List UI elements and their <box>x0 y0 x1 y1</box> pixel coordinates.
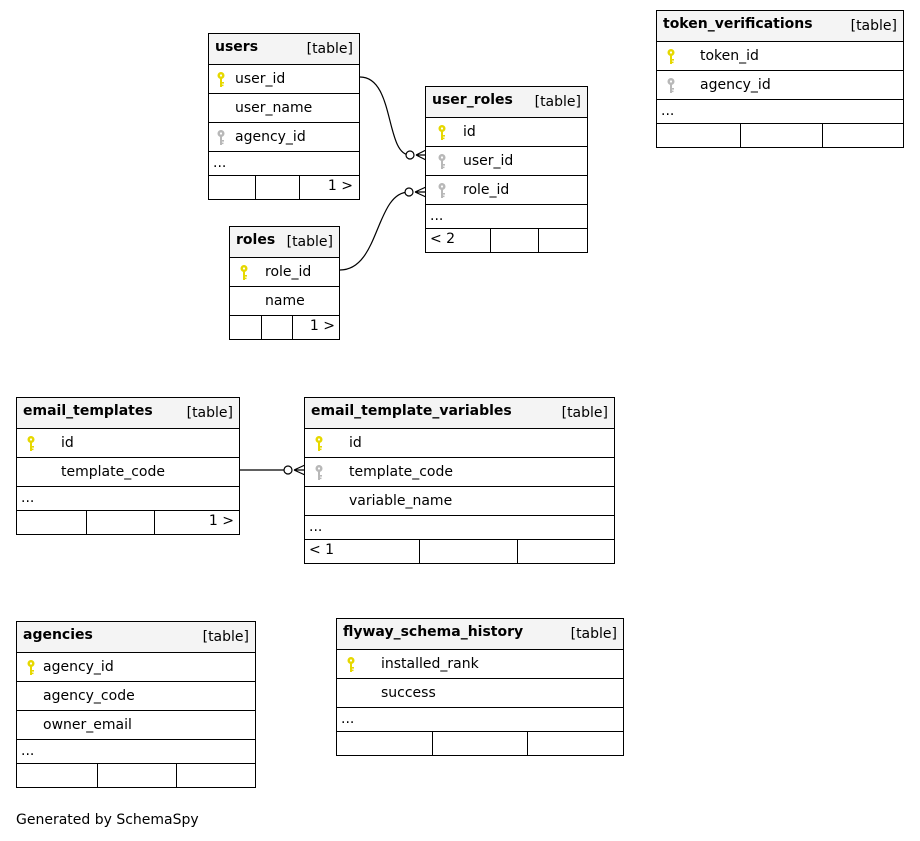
table-footer <box>657 124 903 147</box>
column-row <box>230 287 339 316</box>
footer-cell <box>538 229 587 252</box>
column-row <box>17 458 239 487</box>
column-name: user_id <box>463 153 514 169</box>
relationship-count: < 1 <box>309 542 335 558</box>
more-columns-row <box>209 152 359 176</box>
column-row <box>426 176 587 205</box>
column-name: agency_id <box>235 129 306 145</box>
table-type: [table] <box>186 405 233 421</box>
generator-credit: Generated by SchemaSpy <box>16 812 199 828</box>
table-type: [table] <box>570 626 617 642</box>
foreign-key-icon <box>436 182 448 200</box>
footer-cell <box>432 732 527 755</box>
table-agencies[interactable] <box>16 621 256 788</box>
footer-cell <box>86 511 154 534</box>
table-name: flyway_schema_history <box>343 624 524 640</box>
primary-key-icon <box>665 48 677 66</box>
column-name: role_id <box>265 264 312 280</box>
table-email-templates[interactable] <box>16 397 240 535</box>
table-users[interactable] <box>208 33 360 200</box>
table-footer <box>17 764 255 787</box>
foreign-key-icon <box>313 464 325 482</box>
column-row <box>337 650 623 679</box>
table-header <box>426 87 587 118</box>
more-columns-row <box>305 516 614 540</box>
table-header <box>337 619 623 650</box>
footer-cell <box>255 176 299 199</box>
column-name: user_id <box>235 71 286 87</box>
table-name: token_verifications <box>663 16 813 32</box>
table-name: agencies <box>23 627 93 643</box>
foreign-key-icon <box>665 77 677 95</box>
edge-users-user-roles-zero <box>406 151 414 159</box>
ellipsis: ... <box>661 103 675 119</box>
edge-users-user-roles <box>360 77 410 155</box>
column-row <box>337 679 623 708</box>
table-header <box>230 227 339 258</box>
table-roles[interactable] <box>229 226 340 340</box>
table-footer <box>337 732 623 755</box>
column-row <box>305 458 614 487</box>
table-type: [table] <box>534 94 581 110</box>
table-header <box>657 11 903 42</box>
table-type: [table] <box>286 234 333 250</box>
column-name: owner_email <box>43 717 132 733</box>
ellipsis: ... <box>309 519 323 535</box>
foreign-key-icon <box>215 129 227 147</box>
column-name: agency_id <box>700 77 771 93</box>
table-user-roles[interactable] <box>425 86 588 253</box>
edge-roles-user-roles-zero <box>405 188 413 196</box>
table-type: [table] <box>202 629 249 645</box>
table-footer <box>17 511 239 534</box>
column-row <box>17 682 255 711</box>
more-columns-row <box>426 205 587 229</box>
primary-key-icon <box>215 71 227 89</box>
footer-cell <box>261 316 292 339</box>
ellipsis: ... <box>213 155 227 171</box>
table-header <box>209 34 359 65</box>
table-flyway-schema-history[interactable] <box>336 618 624 756</box>
edge-email-templates-variables-zero <box>284 466 292 474</box>
table-name: email_template_variables <box>311 403 512 419</box>
table-footer <box>230 316 339 339</box>
column-row <box>305 429 614 458</box>
primary-key-icon <box>25 435 37 453</box>
column-row <box>17 711 255 740</box>
more-columns-row <box>657 100 903 124</box>
table-footer <box>209 176 359 199</box>
column-name: success <box>381 685 436 701</box>
primary-key-icon <box>436 124 448 142</box>
primary-key-icon <box>313 435 325 453</box>
table-email-template-variables[interactable] <box>304 397 615 564</box>
table-header <box>305 398 614 429</box>
column-row <box>305 487 614 516</box>
table-footer <box>426 229 587 252</box>
ellipsis: ... <box>21 490 35 506</box>
more-columns-row <box>337 708 623 732</box>
table-header <box>17 398 239 429</box>
column-row <box>209 94 359 123</box>
table-name: users <box>215 39 259 55</box>
table-name: email_templates <box>23 403 153 419</box>
foreign-key-icon <box>436 153 448 171</box>
footer-cell <box>490 229 538 252</box>
column-row <box>230 258 339 287</box>
column-row <box>17 429 239 458</box>
relationship-count: < 2 <box>430 231 456 247</box>
column-name: user_name <box>235 100 313 116</box>
relationship-count: 1 > <box>208 513 234 529</box>
column-row <box>426 118 587 147</box>
edge-roles-user-roles <box>340 192 409 270</box>
footer-cell <box>419 540 517 563</box>
column-row <box>17 653 255 682</box>
table-type: [table] <box>561 405 608 421</box>
table-footer <box>305 540 614 563</box>
ellipsis: ... <box>21 743 35 759</box>
ellipsis: ... <box>341 711 355 727</box>
table-header <box>17 622 255 653</box>
relationship-count: 1 > <box>309 318 335 334</box>
ellipsis: ... <box>430 208 444 224</box>
column-row <box>209 65 359 94</box>
column-name: installed_rank <box>381 656 479 672</box>
column-name: template_code <box>349 464 453 480</box>
column-name: variable_name <box>349 493 453 509</box>
table-name: user_roles <box>432 92 513 108</box>
column-name: name <box>265 293 305 309</box>
primary-key-icon <box>25 659 37 677</box>
footer-cell <box>176 764 255 787</box>
primary-key-icon <box>238 264 250 282</box>
more-columns-row <box>17 740 255 764</box>
column-name: id <box>61 435 74 451</box>
footer-cell <box>517 540 614 563</box>
primary-key-icon <box>345 656 357 674</box>
table-type: [table] <box>850 18 897 34</box>
column-name: id <box>349 435 362 451</box>
footer-cell <box>527 732 623 755</box>
column-row <box>657 71 903 100</box>
footer-cell <box>97 764 176 787</box>
column-name: template_code <box>61 464 165 480</box>
table-token-verifications[interactable] <box>656 10 904 148</box>
footer-cell <box>822 124 903 147</box>
column-row <box>209 123 359 152</box>
column-row <box>657 42 903 71</box>
footer-cell <box>740 124 822 147</box>
column-name: id <box>463 124 476 140</box>
relationship-count: 1 > <box>327 178 353 194</box>
column-row <box>426 147 587 176</box>
column-name: agency_id <box>43 659 114 675</box>
column-name: role_id <box>463 182 510 198</box>
column-name: token_id <box>700 48 759 64</box>
table-type: [table] <box>306 41 353 57</box>
column-name: agency_code <box>43 688 135 704</box>
table-name: roles <box>236 232 276 248</box>
more-columns-row <box>17 487 239 511</box>
